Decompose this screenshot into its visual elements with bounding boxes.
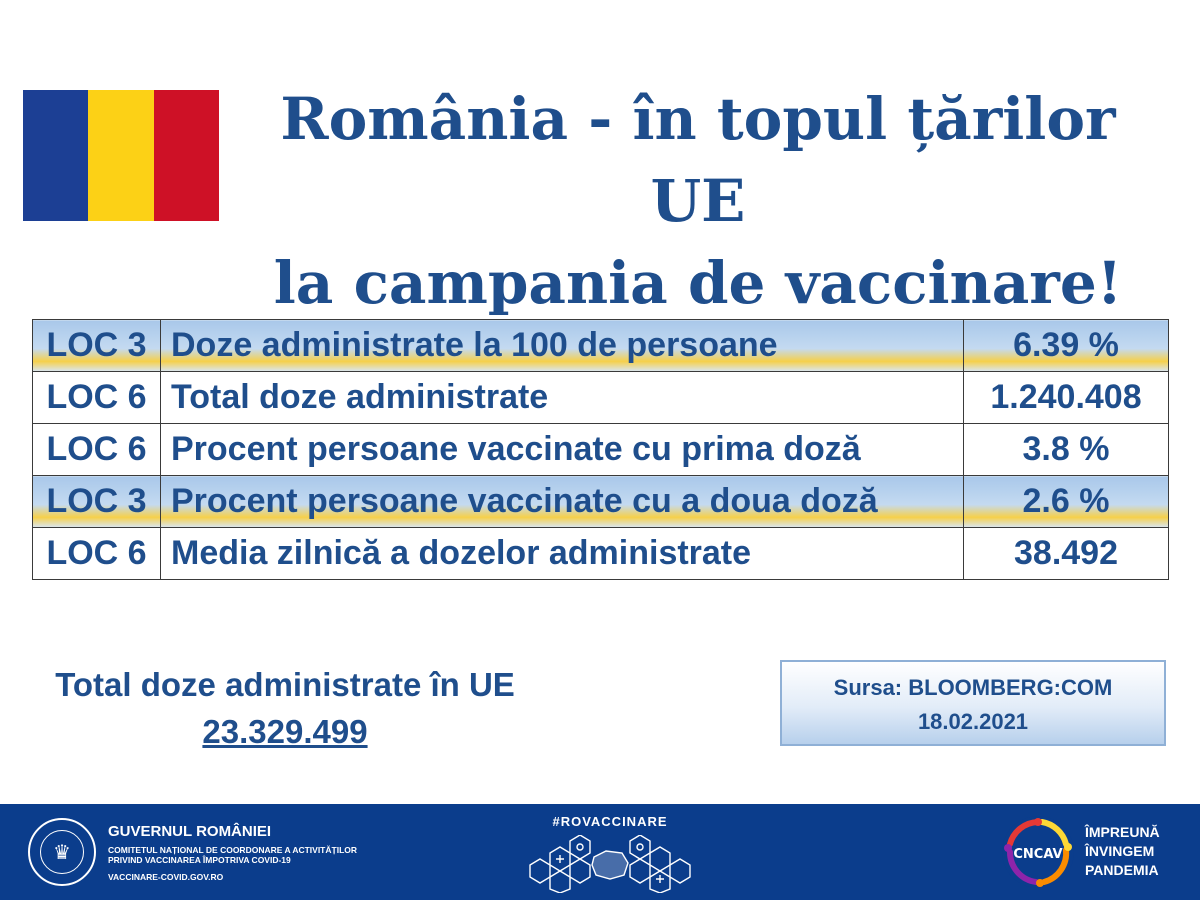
table-row <box>33 424 1169 476</box>
hashtag: #ROVACCINARE <box>552 814 668 829</box>
romanian-flag <box>23 90 219 221</box>
eu-total-value: 23.329.499 <box>202 713 368 750</box>
coat-of-arms-icon: ♛ <box>40 830 84 874</box>
value-cell: 38.492 <box>964 528 1169 580</box>
government-block <box>108 822 378 883</box>
description-cell: Total doze administrate <box>161 372 964 424</box>
source-box <box>780 660 1166 746</box>
title-line-2: la campania de vaccinare! <box>273 249 1123 317</box>
value-cell: 2.6 % <box>964 476 1169 528</box>
rank-cell: LOC 3 <box>33 320 161 372</box>
title-line-1: România - în topul țărilor UE <box>280 85 1116 235</box>
value-cell: 6.39 % <box>964 320 1169 372</box>
government-seal-icon <box>28 818 96 886</box>
vaccination-icons-cluster-icon <box>510 835 710 893</box>
eu-total <box>30 662 540 754</box>
table-row <box>33 528 1169 580</box>
page-title <box>228 78 1168 324</box>
motto-line: ÎNVINGEM <box>1085 843 1155 859</box>
cncav-logo-text: CNCAV <box>1013 847 1063 862</box>
table-row <box>33 372 1169 424</box>
description-cell: Media zilnică a dozelor administrate <box>161 528 964 580</box>
rank-cell: LOC 6 <box>33 424 161 476</box>
source-date: 18.02.2021 <box>917 709 1029 734</box>
footer-banner <box>0 804 1200 900</box>
description-cell: Procent persoane vaccinate cu a doua doză <box>161 476 964 528</box>
flag-blue-stripe <box>23 90 88 221</box>
eu-total-label: Total doze administrate în UE <box>55 666 515 703</box>
cncav-logo-icon <box>1000 814 1076 890</box>
motto-line: PANDEMIA <box>1085 862 1159 878</box>
rank-cell: LOC 3 <box>33 476 161 528</box>
flag-red-stripe <box>154 90 219 221</box>
value-cell: 1.240.408 <box>964 372 1169 424</box>
website-link[interactable]: VACCINARE-COVID.GOV.RO <box>108 872 224 882</box>
flag-yellow-stripe <box>88 90 153 221</box>
value-cell: 3.8 % <box>964 424 1169 476</box>
government-title: GUVERNUL ROMÂNIEI <box>108 823 272 840</box>
ranking-table <box>32 319 1169 580</box>
motto-line: ÎMPREUNĂ <box>1085 824 1160 840</box>
rovaccinare-block <box>500 814 720 893</box>
table-row <box>33 476 1169 528</box>
description-cell: Doze administrate la 100 de persoane <box>161 320 964 372</box>
motto <box>1085 823 1160 880</box>
description-cell: Procent persoane vaccinate cu prima doză <box>161 424 964 476</box>
committee-name: COMITETUL NAȚIONAL DE COORDONARE A ACTIVITĂȚILOR PRIVIND VACCINAREA ÎMPOTRIVA COVID-19 <box>108 845 358 865</box>
rank-cell: LOC 6 <box>33 528 161 580</box>
rank-cell: LOC 6 <box>33 372 161 424</box>
source-label: Sursa: BLOOMBERG:COM <box>833 675 1113 700</box>
table-row <box>33 320 1169 372</box>
